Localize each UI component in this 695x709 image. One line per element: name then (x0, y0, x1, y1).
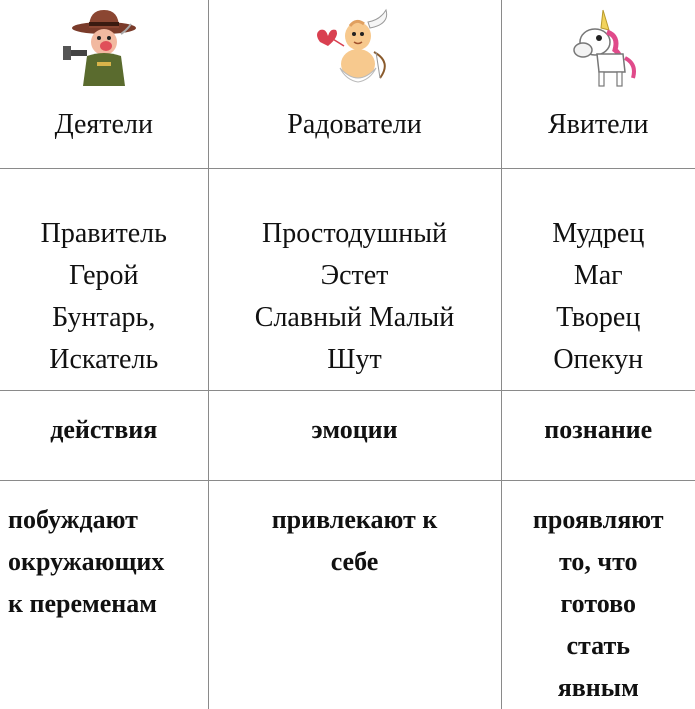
archetype-name: Герой (0, 255, 208, 297)
archetype-name: Искатель (0, 339, 208, 381)
types-row (0, 168, 695, 390)
gangster-character-icon (59, 6, 149, 92)
archetype-name: Опекун (502, 339, 695, 381)
archetype-name: Простодушный (209, 213, 501, 255)
description-line: к переменам (8, 583, 208, 625)
description-line: стать (502, 625, 695, 667)
header-cell-doers (0, 0, 208, 168)
description-line: побуждают (8, 499, 208, 541)
description-line: проявляют (502, 499, 695, 541)
column-title-delighters: Радователи (209, 108, 501, 142)
description-cell-doers (0, 480, 208, 709)
header-cell-revealers (501, 0, 695, 168)
description-cell-revealers (501, 480, 695, 709)
domain-cell-doers (0, 390, 208, 480)
archetype-name: Славный Малый (209, 297, 501, 339)
archetype-name: Правитель (0, 213, 208, 255)
types-cell-revealers (501, 168, 695, 390)
archetype-name: Шут (209, 339, 501, 381)
description-line: привлекают к (209, 499, 501, 541)
archetype-name: Мудрец (502, 213, 695, 255)
archetype-name: Бунтарь, (0, 297, 208, 339)
types-cell-doers (0, 168, 208, 390)
description-line: себе (209, 541, 501, 583)
domain-label: познание (502, 391, 695, 447)
header-cell-delighters (208, 0, 501, 168)
domain-label: действия (0, 391, 208, 447)
archetype-name: Творец (502, 297, 695, 339)
domain-cell-delighters (208, 390, 501, 480)
description-row (0, 480, 695, 709)
domain-cell-revealers (501, 390, 695, 480)
archetype-name: Маг (502, 255, 695, 297)
description-line: явным (502, 667, 695, 709)
column-title-doers: Деятели (0, 108, 208, 142)
unicorn-character-icon (553, 6, 643, 92)
cupid-character-icon (310, 6, 400, 92)
types-cell-delighters (208, 168, 501, 390)
column-title-revealers: Явители (502, 108, 695, 142)
domain-label: эмоции (209, 391, 501, 447)
domain-row (0, 390, 695, 480)
description-line: то, что (502, 541, 695, 583)
header-row (0, 0, 695, 168)
description-cell-delighters (208, 480, 501, 709)
description-line: готово (502, 583, 695, 625)
archetype-name: Эстет (209, 255, 501, 297)
description-line: окружающих (8, 541, 208, 583)
